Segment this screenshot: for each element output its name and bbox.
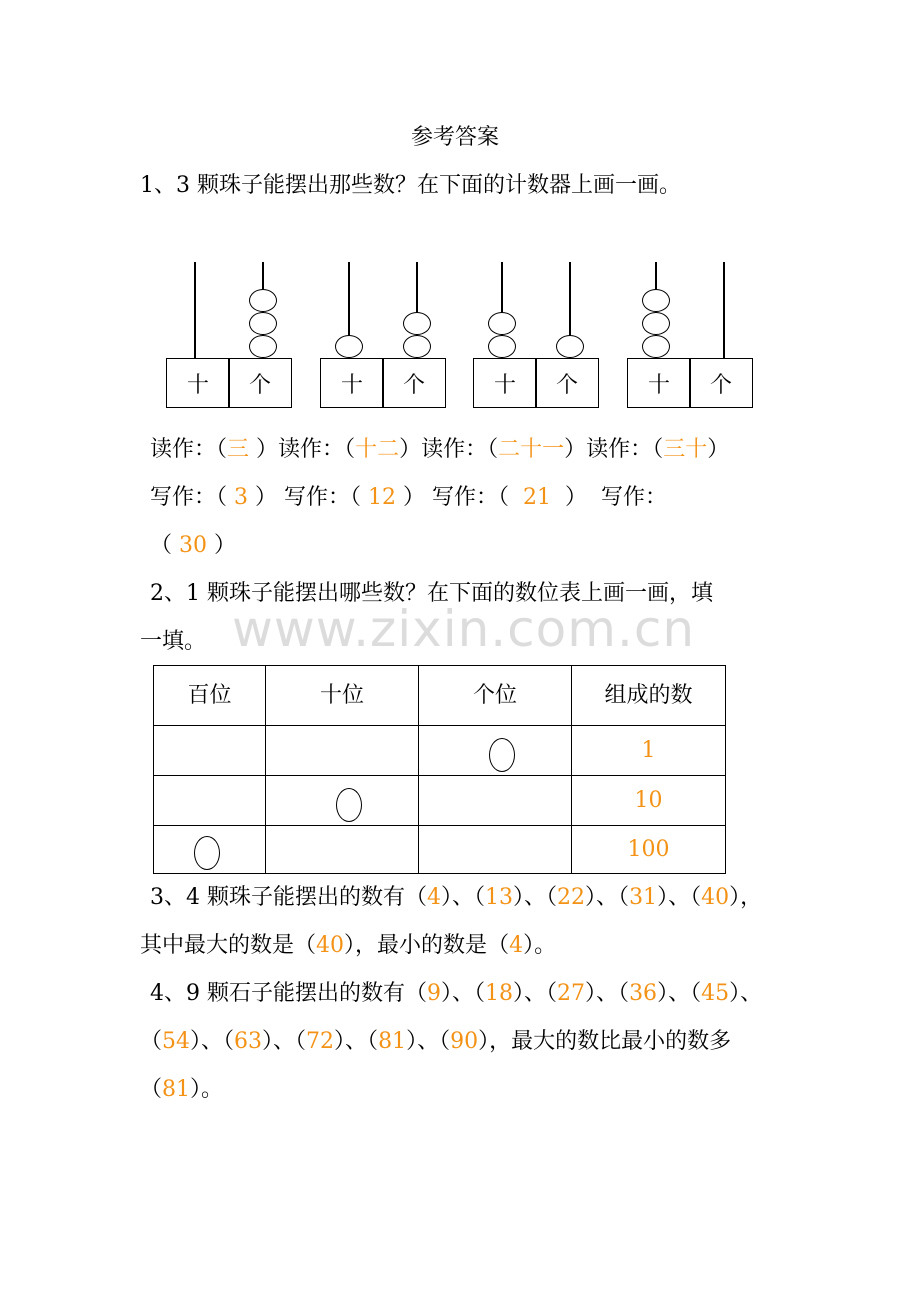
question-4-prompt: 4、9 颗石子能摆出的数有 xyxy=(150,981,405,1006)
bead-drawing xyxy=(336,788,362,822)
max-prompt: 其中最大的数是 xyxy=(140,933,295,958)
result-cell: 100 xyxy=(572,826,726,874)
max-answer: 40 xyxy=(316,933,345,958)
read-answer: 三 xyxy=(227,437,250,462)
table-cell xyxy=(154,826,266,874)
abacus-4 xyxy=(627,262,755,408)
watermark: www.zixin.com.cn xyxy=(232,600,696,658)
ones-label: 个 xyxy=(248,373,271,398)
read-answer: 二十一 xyxy=(498,437,565,462)
table-cell xyxy=(419,776,572,826)
question-4-line-2: （54）、（63）、（72）、（81）、（90），最大的数比最小的数多 xyxy=(140,1029,732,1054)
answer-number: 36 xyxy=(629,981,658,1006)
answer-number: 18 xyxy=(485,981,514,1006)
write-label: 写作： xyxy=(601,485,668,510)
table-cell xyxy=(266,726,419,776)
answer-number: 81 xyxy=(378,1029,407,1054)
tens-bead xyxy=(642,289,670,312)
read-label: 读作： xyxy=(278,437,345,462)
tens-bead xyxy=(335,335,363,358)
read-label: 读作： xyxy=(150,437,217,462)
header-ones: 个位 xyxy=(419,666,572,726)
tens-label: 十 xyxy=(340,373,363,398)
answer-number: 45 xyxy=(701,981,730,1006)
header-tens: 十位 xyxy=(266,666,419,726)
question-2-prompt-continued: 一填。 xyxy=(140,629,207,654)
result-cell: 1 xyxy=(572,726,726,776)
abacus-1 xyxy=(166,262,294,408)
read-answer: 三十 xyxy=(663,437,708,462)
answer-number: 13 xyxy=(485,885,514,910)
ones-bead xyxy=(249,289,277,312)
question-3-prompt: 3、4 颗珠子能摆出的数有 xyxy=(150,885,405,910)
table-cell xyxy=(154,776,266,826)
read-row: 读作：（三 ）读作：（十二）读作：（二十一）读作：（三十） xyxy=(150,437,730,462)
table-cell xyxy=(154,726,266,776)
abacus-2 xyxy=(320,262,448,408)
write-label: 写作： xyxy=(150,485,217,510)
answer-number: 9 xyxy=(427,981,442,1006)
table-cell xyxy=(266,776,419,826)
difference-answer: 81 xyxy=(162,1077,191,1102)
question-4-line-3: （81）。 xyxy=(140,1077,224,1102)
ones-bead xyxy=(249,312,277,335)
page-title: 参考答案 xyxy=(411,125,500,150)
write-label: 写作： xyxy=(284,485,351,510)
ones-label: 个 xyxy=(555,373,578,398)
ones-bead xyxy=(249,335,277,358)
ones-bead xyxy=(403,312,431,335)
tens-label: 十 xyxy=(647,373,670,398)
write-answer: 30 xyxy=(179,533,207,558)
answer-number: 4 xyxy=(427,885,442,910)
write-answer: 3 xyxy=(234,485,249,510)
min-prompt: ，最小的数是 xyxy=(355,933,488,958)
tens-label: 十 xyxy=(493,373,516,398)
question-2-prompt: 2、1 颗珠子能摆出哪些数？在下面的数位表上画一画，填 xyxy=(150,581,713,606)
bead-drawing xyxy=(194,836,220,870)
answer-number: 22 xyxy=(557,885,586,910)
answer-number: 72 xyxy=(306,1029,335,1054)
answer-number: 31 xyxy=(629,885,658,910)
ones-bead xyxy=(403,335,431,358)
ones-label: 个 xyxy=(402,373,425,398)
tens-label: 十 xyxy=(186,373,209,398)
ones-bead xyxy=(556,335,584,358)
tens-bead xyxy=(488,335,516,358)
answer-number: 54 xyxy=(162,1029,191,1054)
write-answer: 12 xyxy=(368,485,397,510)
table-cell xyxy=(419,726,572,776)
read-answer: 十二 xyxy=(355,437,400,462)
question-4-line-1: 4、9 颗石子能摆出的数有（9）、（18）、（27）、（36）、（45）、 xyxy=(150,981,763,1006)
write-answer: 21 xyxy=(523,485,552,510)
question-3-line-2: 其中最大的数是（40），最小的数是（4）。 xyxy=(140,933,557,958)
write-label: 写作： xyxy=(432,485,499,510)
tens-rod xyxy=(194,262,196,358)
read-label: 读作： xyxy=(421,437,488,462)
question-3-line-1: 3、4 颗珠子能摆出的数有（4）、（13）、（22）、（31）、（40）， xyxy=(150,885,763,910)
table-header-row xyxy=(154,666,726,726)
tens-bead xyxy=(488,312,516,335)
answer-number: 90 xyxy=(450,1029,479,1054)
result-cell: 10 xyxy=(572,776,726,826)
header-number: 组成的数 xyxy=(572,666,726,726)
difference-prompt: ，最大的数比最小的数多 xyxy=(489,1029,732,1054)
tens-bead xyxy=(642,335,670,358)
table-row xyxy=(154,726,726,776)
tens-bead xyxy=(642,312,670,335)
table-cell xyxy=(266,826,419,874)
table-cell xyxy=(419,826,572,874)
write-row-continued: （ 30 ） xyxy=(150,533,236,558)
min-answer: 4 xyxy=(509,933,524,958)
header-hundreds: 百位 xyxy=(154,666,266,726)
write-row: 写作：（ 3 ） 写作：（ 12 ） 写作：（ 21 ） 写作： xyxy=(150,485,668,510)
ones-label: 个 xyxy=(709,373,732,398)
answer-number: 63 xyxy=(234,1029,263,1054)
table-row xyxy=(154,776,726,826)
place-value-table xyxy=(153,665,726,874)
question-1-prompt: 1、3 颗珠子能摆出那些数？在下面的计数器上画一画。 xyxy=(140,173,681,198)
answer-number: 40 xyxy=(701,885,730,910)
read-label: 读作： xyxy=(586,437,653,462)
table-row xyxy=(154,826,726,874)
answer-number: 27 xyxy=(557,981,586,1006)
bead-drawing xyxy=(489,738,515,772)
abacus-3 xyxy=(473,262,601,408)
ones-rod xyxy=(723,262,725,358)
